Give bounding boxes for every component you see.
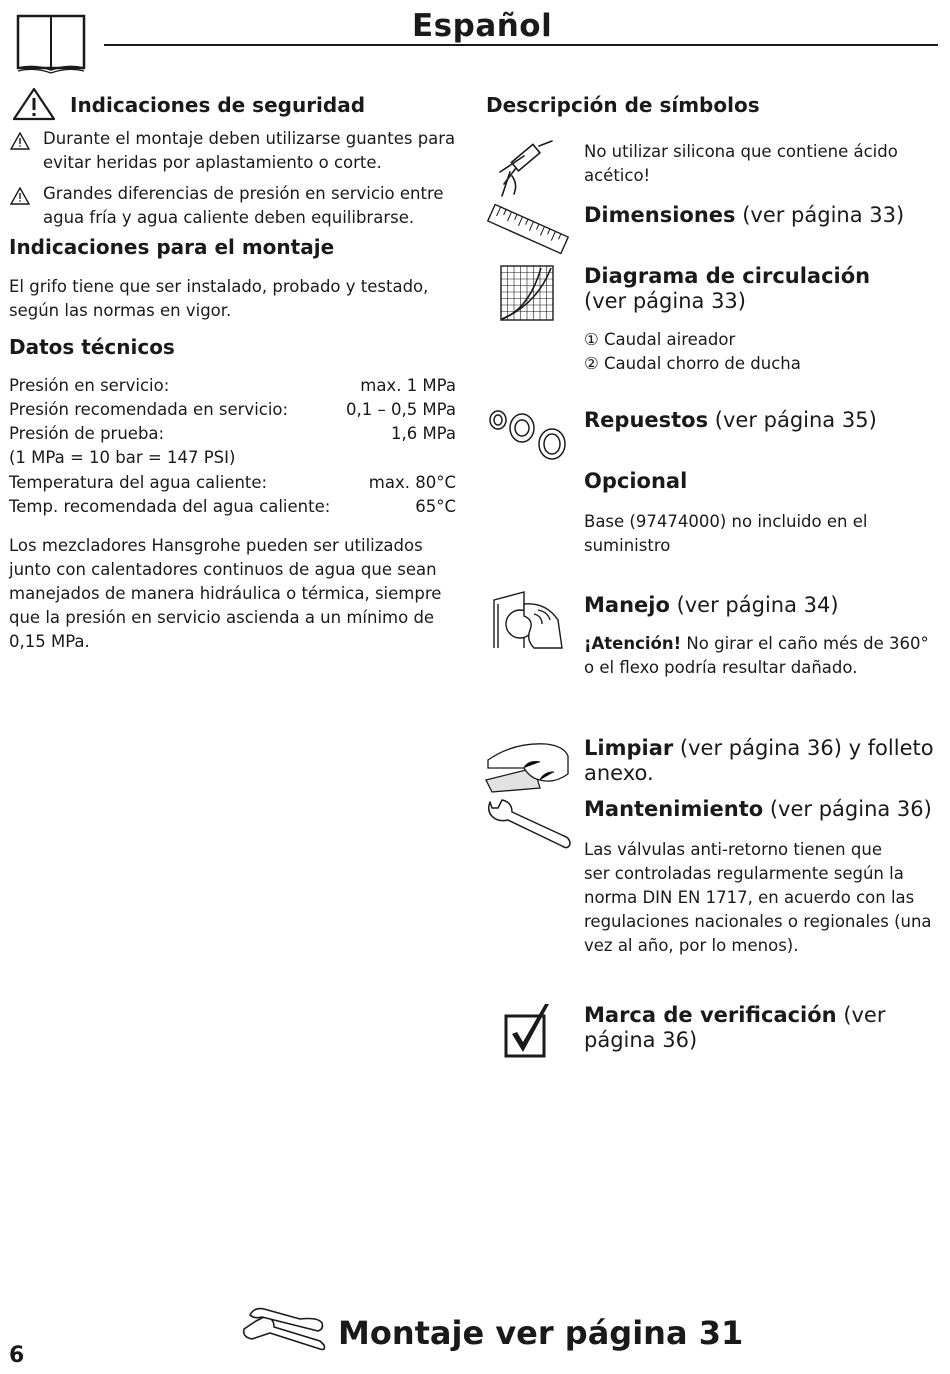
warning-icon [12,87,56,121]
tech-value: 0,1 – 0,5 MPa [345,400,456,419]
tech-note-line: junto con calentadores continuos de agua que sean [9,560,437,579]
tech-heading: Datos técnicos [9,335,175,359]
dimensions-ref: (ver página 33) [735,203,905,227]
warning-icon [10,187,30,205]
tech-row [9,398,456,422]
handling-bold: Manejo [584,593,670,617]
hand-handle-icon [490,590,564,652]
check-ref: (ver [836,1003,886,1027]
tech-note-line: manejados de manera hidráulica o térmica, siempre [9,584,442,603]
mounting-text-line: según las normas en vigor. [9,301,232,320]
optional-title [584,469,687,494]
handling-attention [584,632,929,656]
optional-bold: Opcional [584,469,688,493]
ruler-icon [486,202,570,256]
flow-chart-icon [499,264,555,322]
maintenance-text-line: vez al año, por lo menos). [584,936,799,955]
mounting-heading: Indicaciones para el montaje [9,235,335,259]
tech-label: Presión en servicio: [9,376,170,395]
optional-text-line: suministro [584,536,671,555]
tech-row [9,471,456,495]
symbols-heading: Descripción de símbolos [486,93,760,117]
tech-value: max. 80°C [368,473,456,492]
tech-row [9,495,456,519]
wrench-icon [484,798,572,854]
spares-title [584,408,877,433]
safety-item-line: agua fría y agua caliente deben equilibrarse. [43,208,415,227]
flow-item: ① Caudal aireador [584,330,736,349]
cleaning-ref: (ver página 36) y folleto [673,736,934,760]
tech-row [9,374,456,398]
mounting-text-line: El grifo tiene que ser instalado, probado y testado, [9,277,429,296]
dimensions-title [584,203,904,228]
tech-row [9,446,456,470]
handling-ref: (ver página 34) [669,593,839,617]
tech-label: (1 MPa = 10 bar = 147 PSI) [9,448,236,467]
cleaning-line2: anexo. [584,761,654,785]
silicone-gun-icon [494,138,558,200]
optional-text-line: Base (97474000) no incluido en el [584,512,868,531]
header-rule [104,44,938,46]
cleaning-hand-icon [484,738,570,794]
safety-item-line: evitar heridas por aplastamiento o corte. [43,153,382,172]
flow-ref: (ver página 33) [584,289,746,313]
maintenance-title [584,797,932,822]
tech-row [9,422,456,446]
silicone-text-line: No utilizar silicona que contiene ácido [584,142,898,161]
maintenance-bold: Mantenimiento [584,797,764,821]
check-bold: Marca de verificación [584,1003,837,1027]
tech-label: Presión recomendada en servicio: [9,400,289,419]
silicone-text-line: acético! [584,166,651,185]
handling-title [584,593,839,618]
check-title [584,1003,886,1028]
attention-bold: ¡Atención! [584,634,682,653]
cleaning-title [584,736,934,761]
maintenance-text-line: norma DIN EN 1717, en acuerdo con las [584,888,915,907]
tech-note-line: Los mezcladores Hansgrohe pueden ser utilizados [9,536,423,555]
maintenance-text-line: Las válvulas anti-retorno tienen que [584,840,882,859]
spares-bold: Repuestos [584,408,709,432]
flow-bold: Diagrama de circulación [584,264,871,288]
tech-note-line: 0,15 MPa. [9,632,90,651]
tech-note-line: que la presión en servicio ascienda a un mínimo de [9,608,435,627]
cleaning-bold: Limpiar [584,736,674,760]
handling-attention-line2: o el flexo podría resultar dañado. [584,658,858,677]
flow-item: ② Caudal chorro de ducha [584,354,801,373]
warning-icon [10,132,30,150]
flow-title [584,264,870,289]
dimensions-bold: Dimensiones [584,203,736,227]
safety-heading: Indicaciones de seguridad [70,93,366,117]
attention-text: No girar el caño més de 360° [681,634,929,653]
check-line2: página 36) [584,1028,698,1052]
maintenance-text-line: ser controladas regularmente según la [584,864,904,883]
tech-value: 1,6 MPa [390,424,456,443]
tools-icon [240,1303,326,1361]
footer-title: Montaje ver página 31 [338,1314,744,1352]
spare-parts-icon [486,402,570,464]
page-number: 6 [9,1343,25,1368]
tech-label: Temp. recomendada del agua caliente: [9,497,331,516]
maintenance-ref: (ver página 36) [763,797,932,821]
checkmark-box-icon [503,1002,553,1060]
tech-label: Presión de prueba: [9,424,165,443]
tech-value: 65°C [415,497,456,516]
safety-item-line: Durante el montaje deben utilizarse guantes para [43,129,456,148]
page-title: Español [412,8,553,44]
tech-label: Temperatura del agua caliente: [9,473,268,492]
maintenance-text-line: regulaciones nacionales o regionales (una [584,912,932,931]
safety-item-line: Grandes diferencias de presión en servicio entre [43,184,444,203]
open-book-icon [16,14,86,74]
tech-value: max. 1 MPa [360,376,456,395]
spares-ref: (ver página 35) [708,408,877,432]
